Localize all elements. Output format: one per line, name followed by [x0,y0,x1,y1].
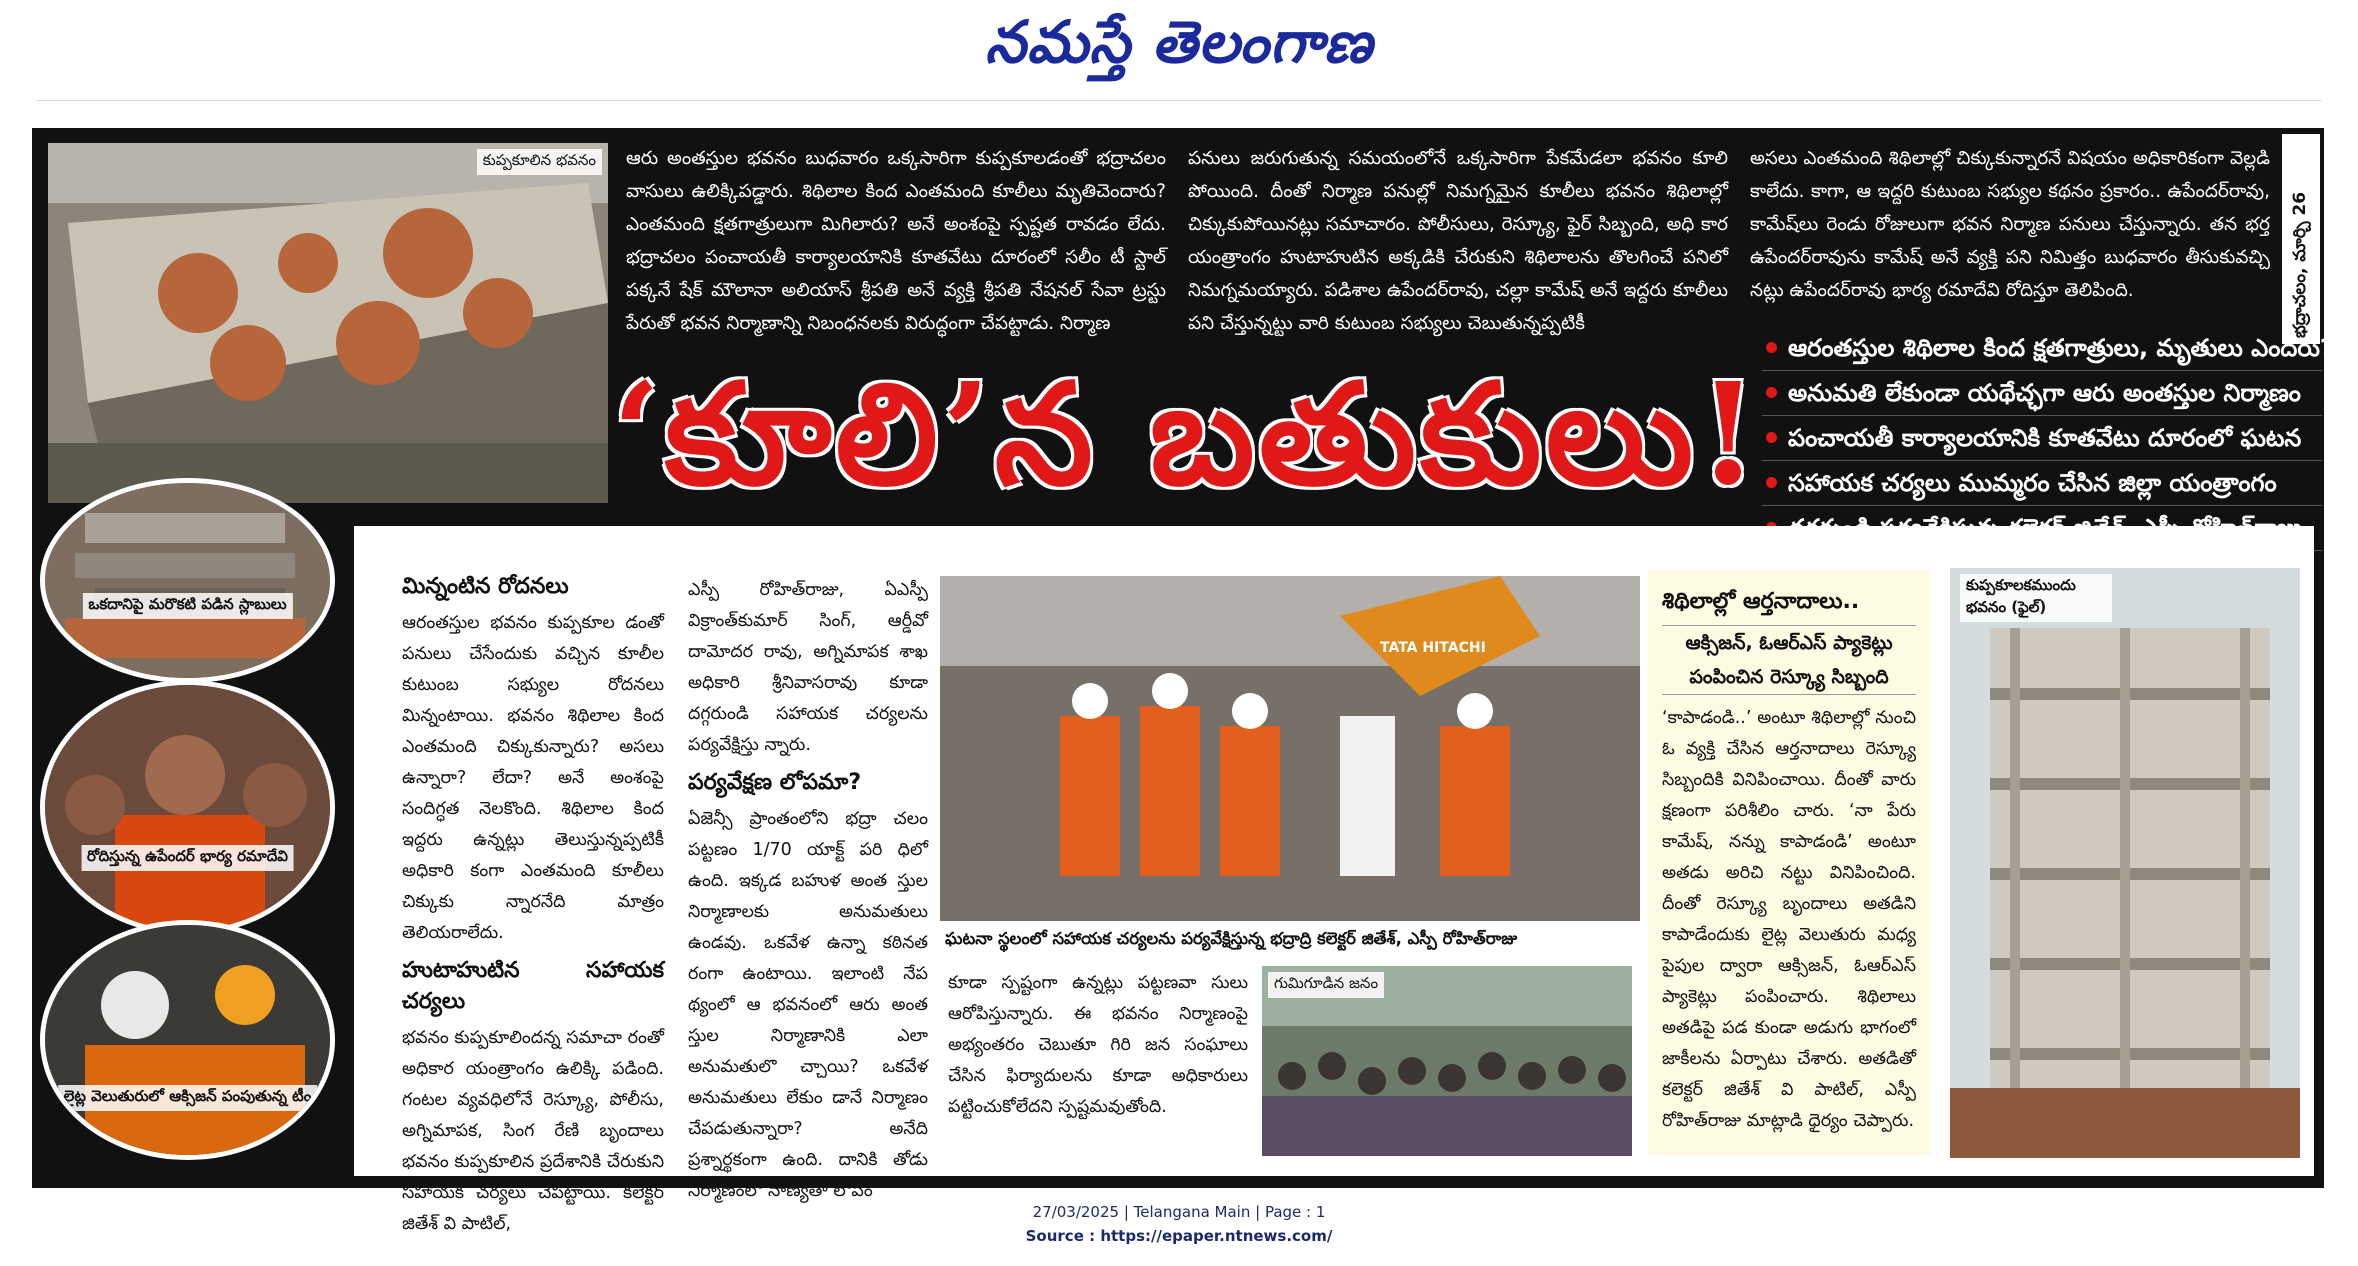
column-3-body: కూడా స్పష్టంగా ఉన్నట్లు పట్టణవా సులు ఆరోపిస్తున్నారు. ఈ భవనం నిర్మాణంపై అభ్యంతరం చెబుతూ గిరి జన సంఘాలు చేసిన ఫిర్యాదులను కూడా అధికారులు పట్టించుకోలేదని స్పష్టమవుతోంది. [948,973,1248,1117]
column-1-body: ఆరంతస్తుల భవనం కుప్పకూల డంతో పనులు చేసేందుకు వచ్చిన కూలీల కుటుంబ సభ్యుల రోదనలు మిన్నంటాయి. భవనం శిథిలాల కింద ఎంతమంది చిక్కుకున్నారు? అసలు ఉన్నారా? లేదా? అనే అంశంపై సందిగ్ధత నెలకొంది. శిథిలాల కింద ఇద్దరు ఉన్నట్లు తెలుస్తున్నప్పటికీ అధికారి కంగా ఎంతమంది కూలీలు చిక్కుకు న్నారనేది మాత్రం తెలియరాలేదు. [402,613,664,943]
headline: ‘కూలి’న బతుకులు! [612,353,1763,517]
collapsed-building-illustration [48,143,608,503]
column-4-box [1648,570,1930,1155]
column-2 [688,575,928,1201]
photo-circle-slabs [40,478,335,683]
photo-caption-circle-1: ఒకదానిపై మరొకటి పడిన స్లాబులు [82,593,292,619]
story-column-3: అసలు ఎంతమంది శిథిలాల్లో చిక్కుకున్నారనే విషయం అధికారికంగా వెల్లడి కాలేదు. కాగా, ఆ ఇద్దరి కుటుంబ సభ్యుల కథనం ప్రకారం.. ఉపేందర్‌రావు, కామేష్‌లు రెండు రోజులుగా భవన నిర్మాణ పనులు చేస్తున్నారు. తన భర్త ఉపేందర్‌రావును కామేష్ అనే వ్యక్తి పని నిమిత్తం బుధవారం తీసుకువచ్చి నట్లు ఉపేందర్‌రావు భార్య రమాదేవి రోదిస్తూ తెలిపింది. [1750,148,2270,301]
wife-illustration [45,685,330,930]
column-1-heading: మిన్నంటిన రోదనలు [402,574,569,599]
masthead-divider [36,100,2322,101]
column-1-body-2: భవనం కుప్పకూలిందన్న సమాచా రంతో అధికార యంత్రాంగం ఉలిక్కి పడింది. గంటల వ్యవధిలోనే రెస్క్యూ, పోలీసు, అగ్నిమాపక, సింగ రేణి బృందాలు భవనం కుప్పకూలిన ప్రదేశానికి చేరుకుని సహాయక చర్యలు చేపట్టాయి. కలెక్టర్ జితేశ్ వి పాటిల్, [402,1028,664,1234]
column-1 [402,565,664,1234]
story-column-2: పనులు జరుగుతున్న సమయంలోనే ఒక్కసారిగా పేకమేడలా భవనం కూలి పోయింది. దీంతో నిర్మాణ పనుల్లో నిమగ్నమైన కూలీలు భవనం శిథిలాల్లో చిక్కుకుపోయినట్లు సమాచారం. పోలీసులు, రెస్క్యూ, ఫైర్ సిబ్బంది, అధి కార యంత్రాంగం హుటాహుటిన అక్కడికి చేరుకుని శిథిలాలను తొలగించే పనిలో నిమగ్నమయ్యారు. పడిశాల ఉపేందర్‌రావు, చల్లా కామేష్ అనే ఇద్దరు కూలీలు పని చేస్తున్నట్టు వారి కుటుంబ సభ్యులు చెబుతున్నప్పటికీ [1188,148,1728,334]
footer-edition: 27/03/2025 | Telangana Main | Page : 1 [1032,1203,1326,1221]
column-2-heading: పర్యవేక్షణ లోపమా? [688,770,862,795]
footer-source[interactable]: Source : https://epaper.ntnews.com/ [1025,1227,1333,1245]
photo-caption-crowd: గుమిగూడిన జనం [1268,972,1384,998]
column-1-heading-2: హుటాహుటిన సహాయక చర్యలు [402,958,664,1014]
photo-rescue-scene [940,576,1640,921]
building-before-illustration [1950,568,2300,1158]
oxygen-team-illustration [45,925,330,1155]
column-4-heading: శిథిలాల్లో ఆర్తనాదాలు.. [1662,589,1860,614]
page-footer [0,1200,2358,1248]
column-2-body: ఎస్పీ రోహిత్‌రాజు, ఏఎస్పీ విక్రాంత్‌కుమార్ సింగ్, ఆర్డీవో దామోదర రావు, అగ్నిమాపక శాఖ అధికారి శ్రీనివాసరావు కూడా దగ్గరుండి సహాయక చర్యలను పర్యవేక్షిస్తు న్నారు. [688,580,928,755]
highlight-item: అనుమతి లేకుండా యథేచ్ఛగా ఆరు అంతస్తుల నిర్మాణం [1762,371,2322,416]
rescue-scene-illustration [940,576,1640,921]
photo-building-before [1950,568,2300,1158]
masthead [0,0,2358,110]
photo-caption-right: కుప్పకూలకముందు భవనం (ఫైల్) [1960,574,2112,622]
photo-caption-circle-3: లైట్ల వెలుతురులో ఆక్సిజన్ పంపుతున్న టీం [58,1085,318,1111]
date-strip-text: భద్రాచలం, మార్చి 26 [2290,191,2310,338]
slabs-illustration [45,483,330,678]
photo-crowd [1262,966,1632,1156]
story-column-1: ఆరు అంతస్తుల భవనం బుధవారం ఒక్కసారిగా కుప్పకూలడంతో భద్రాచలం వాసులు ఉలిక్కిపడ్డారు. శిథిలాల కింద ఎంతమంది కూలీలు మృతిచెందారు? ఎంతమంది క్షతగాత్రులుగా మిగిలారు? అనే అంశంపై స్పష్టత రావడం లేదు. భద్రాచలం పంచాయతీ కార్యాలయానికి కూతవేటు దూరంలో సలీం టీ స్టాల్ పక్కనే షేక్ మౌలానా అలియాస్ శ్రీపతి అనే వ్యక్తి శ్రీపతి నేషనల్ సేవా ట్రస్టు పేరుతో భవన నిర్మాణాన్ని నిబంధనలకు విరుద్ధంగా చేపట్టాడు. నిర్మాణ [626,148,1166,334]
highlight-item: సహాయక చర్యలు ముమ్మరం చేసిన జిల్లా యంత్రాంగం [1762,461,2322,506]
column-4-subheading: ఆక్సిజన్, ఓఆర్ఎస్ ప్యాకెట్లు పంపించిన రెస్క్యూ సిబ్బంది [1662,625,1916,695]
highlight-item: ఆరంతస్తుల శిథిలాల కింద క్షతగాత్రులు, మృతులు ఎందరు? [1762,326,2322,371]
photo-circle-wife [40,680,335,935]
date-strip [2282,134,2320,344]
photo-caption-top: కుప్పకూలిన భవనం [477,149,602,175]
photo-caption-center: ఘటనా స్థలంలో సహాయక చర్యలను పర్యవేక్షిస్తున్న భద్రాద్రి కలెక్టర్ జితేశ్, ఎస్పీ రోహిత్‌రాజు [945,929,1518,948]
column-2-body-2: ఏజెన్సీ ప్రాంతంలోని భద్రా చలం పట్టణం 1/70 యాక్ట్ పరి ధిలో ఉంది. ఇక్కడ బహుళ అంత స్తుల నిర్మాణాలకు అనుమతులు ఉండవు. ఒకవేళ ఉన్నా కఠినత రంగా ఉంటాయి. ఇలాంటి నేప థ్యంలో ఆ భవనంలో ఆరు అంత స్తుల నిర్మాణానికి ఎలా అనుమతులొ చ్చాయి? ఒకవేళ అనుమతులు లేకుం డానే నిర్మాణం చేపడుతున్నారా? అనేది ప్రశ్నార్థకంగా ఉంది. దానికి తోడు నిర్మాణంలో నాణ్యతా లోపం [688,809,928,1201]
column-3 [948,968,1248,1148]
highlight-item: పంచాయతీ కార్యాలయానికి కూతవేటు దూరంలో ఘటన [1762,416,2322,461]
photo-circle-oxygen [40,920,335,1160]
photo-caption-circle-2: రోదిస్తున్న ఉపేందర్ భార్య రమాదేవి [81,845,294,871]
column-4-body: ‘కాపాడండి..’ అంటూ శిథిలాల్లో నుంచి ఓ వ్యక్తి చేసిన ఆర్తనాదాలు రెస్క్యూ సిబ్బందికి వినిపించాయి. దీంతో వారు క్షణంగా పరిశీలిం చారు. ‘నా పేరు కామేష్, నన్ను కాపాడండి’ అంటూ అతడు అరిచి నట్టు వినిపించింది. దీంతో రెస్క్యూ బృందాలు అతడిని కాపాడేందుకు లైట్ల వెలుతురు మధ్య పైపుల ద్వారా ఆక్సిజన్, ఓఆర్ఎస్ ప్యాకెట్లు పంపించారు. శిథిలాలు అతడిపై పడ కుండా అడుగు భాగంలో జాకీలను ఏర్పాటు చేశారు. అతడితో కలెక్టర్ జితేశ్ వి పాటిల్, ఎస్పీ రోహిత్‌రాజు మాట్లాడి ధైర్యం చెప్పారు. [1662,708,1916,1131]
photo-collapsed-building [48,143,608,503]
highlights-list [1762,326,2334,551]
sign-tata-hitachi: TATA HITACHI [1380,640,1486,656]
masthead-logo: నమస్తే తెలంగాణ [985,8,1373,76]
